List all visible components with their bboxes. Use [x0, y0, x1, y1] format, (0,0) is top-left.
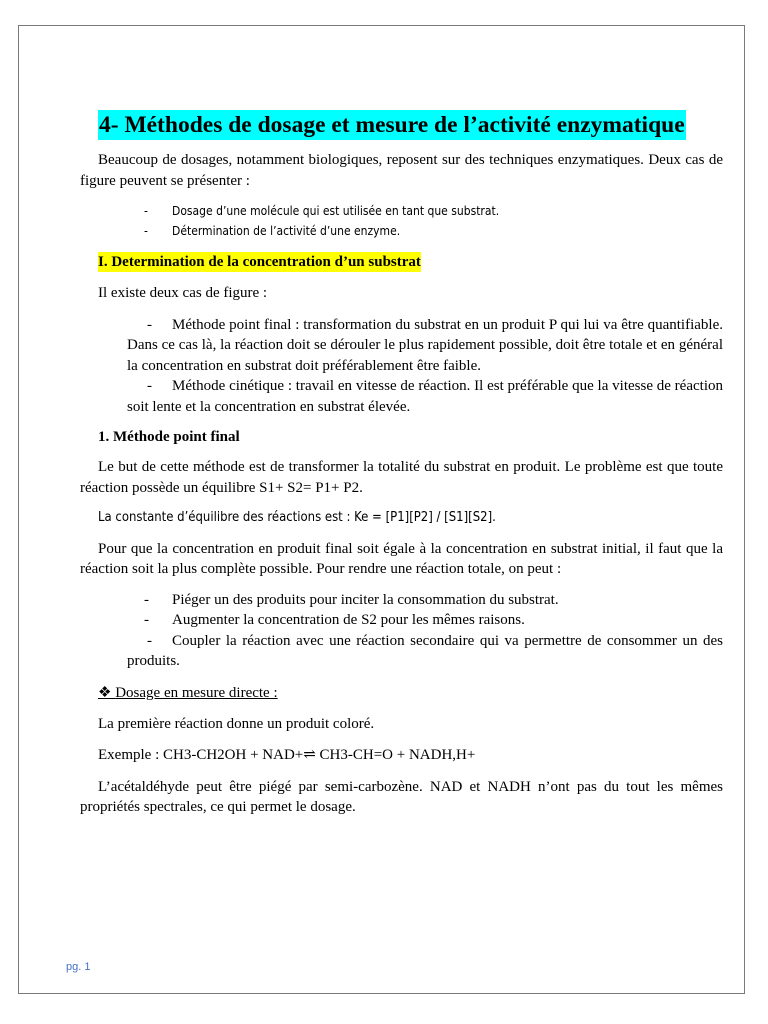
page-number: pg. 1: [66, 961, 91, 973]
equilibrium-constant: La constante d’équilibre des réactions est : Ke = [P1][P2] / [S1][S2].: [98, 510, 496, 525]
list-item: - Piéger un des produits pour inciter la consommation du substrat.: [144, 591, 559, 608]
section-heading: I. Determination de la concentration d’un substrat: [98, 254, 421, 270]
document-page: [18, 25, 745, 994]
list-item: - Détermination de l’activité d’une enzyme.: [144, 224, 401, 238]
list-item: - Coupler la réaction avec une réaction secondaire qui va permettre de consommer un des produits.: [127, 632, 723, 669]
list-item: - Méthode cinétique : travail en vitesse de réaction. Il est préférable que la vitesse de réaction soit lente et la concentration en substrat élevée.: [127, 378, 723, 415]
intro-list: [80, 201, 723, 241]
page-content: [80, 110, 723, 818]
paragraph: Le but de cette méthode est de transformer la totalité du substrat en produit. Le problème est que toute réaction possède un équilibre S1+ S2= P1+ P2.: [80, 459, 723, 496]
subsection-heading: ❖ Dosage en mesure directe :: [98, 684, 278, 701]
subsection-heading: 1. Méthode point final: [98, 429, 240, 445]
options-list: [80, 590, 723, 631]
list-item: - Méthode point final : transformation du substrat en un produit P qui lui va être quantifiable. Dans ce cas là, la réaction doit se dérouler le plus rapidement possible, doit être totale et en général la concentration en substrat doit préférablement être faible.: [127, 316, 723, 374]
intro-paragraph: Beaucoup de dosages, notamment biologiques, reposent sur des techniques enzymatiques. Deux cas de figure peuvent se présenter :: [80, 152, 723, 189]
section-intro: Il existe deux cas de figure :: [98, 285, 268, 301]
page-title: 4- Méthodes de dosage et mesure de l’activité enzymatique: [99, 112, 685, 138]
reaction-example: Exemple : CH3-CH2OH + NAD+⇌ CH3-CH=O + NADH,H+: [98, 747, 476, 763]
paragraph: La première réaction donne un produit coloré.: [98, 715, 375, 732]
list-item: - Augmenter la concentration de S2 pour les mêmes raisons.: [144, 612, 525, 628]
diamond-bullet-icon: ❖: [98, 684, 112, 701]
method-list: [80, 315, 723, 418]
list-item: - Dosage d’une molécule qui est utilisée en tant que substrat.: [144, 204, 500, 218]
paragraph: Pour que la concentration en produit final soit égale à la concentration en substrat initial, il faut que la réaction soit la plus complète possible. Pour rendre une réaction totale, on peut :: [80, 540, 723, 577]
paragraph: L’acétaldéhyde peut être piégé par semi-carbozène. NAD et NADH n’ont pas du tout les mêmes propriétés spectrales, ce qui permet le dosage.: [80, 778, 723, 815]
